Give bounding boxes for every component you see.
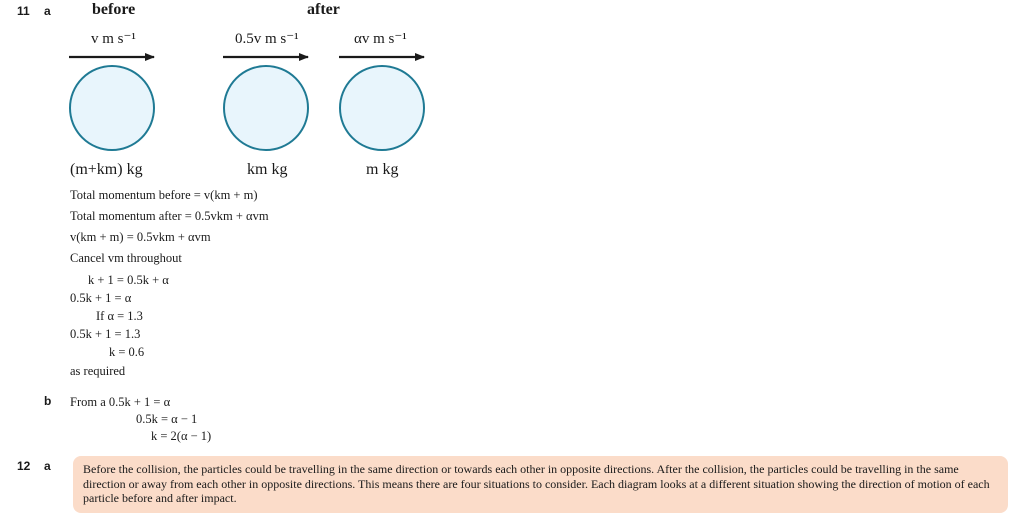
velocity-label-before: v m s⁻¹ [91, 31, 136, 47]
velocity-label-after-2: αv m s⁻¹ [354, 31, 407, 47]
question-number-12: 12 [17, 459, 31, 473]
heading-after: after [307, 1, 340, 18]
q12-part-a-label: a [44, 459, 51, 473]
particle-combined [70, 66, 154, 150]
particle-m [340, 66, 424, 150]
working-line-5: k + 1 = 0.5k + α [88, 273, 169, 287]
working-line-9: k = 0.6 [109, 345, 145, 359]
mass-label-km: km kg [247, 161, 288, 178]
working-line-6: 0.5k + 1 = α [70, 291, 132, 305]
mass-label-combined: (m+km) kg [70, 161, 143, 178]
working-line-7: If α = 1.3 [96, 309, 143, 323]
part-a-label: a [44, 4, 51, 18]
working-line-4: Cancel vm throughout [70, 251, 182, 265]
working-line-2: Total momentum after = 0.5vkm + αvm [70, 209, 269, 223]
q12-explanation-box: Before the collision, the particles could be travelling in the same direction or towards each other in opposite directions. After the collision, the particles could be travelling in the same direction or away from each other in opposite directions. This means there are four situations to consider. Each diagram looks at a different situation showing the direction of motion of each particle before and after impact. [73, 456, 1008, 513]
part-b-line-3: k = 2(α − 1) [151, 429, 212, 443]
mass-label-m: m kg [366, 161, 399, 178]
part-b-label: b [44, 394, 52, 408]
working-line-1: Total momentum before = v(km + m) [70, 188, 258, 202]
question-number-11: 11 [17, 4, 30, 18]
velocity-label-after-1: 0.5v m s⁻¹ [235, 31, 299, 47]
heading-before: before [92, 1, 136, 18]
collision-diagram [0, 0, 1024, 200]
part-b-line-2: 0.5k = α − 1 [136, 412, 198, 426]
part-b-line-1: From a 0.5k + 1 = α [70, 395, 171, 409]
working-line-3: v(km + m) = 0.5vkm + αvm [70, 230, 211, 244]
particle-km [224, 66, 308, 150]
working-line-8: 0.5k + 1 = 1.3 [70, 327, 141, 341]
working-line-10: as required [70, 364, 126, 378]
